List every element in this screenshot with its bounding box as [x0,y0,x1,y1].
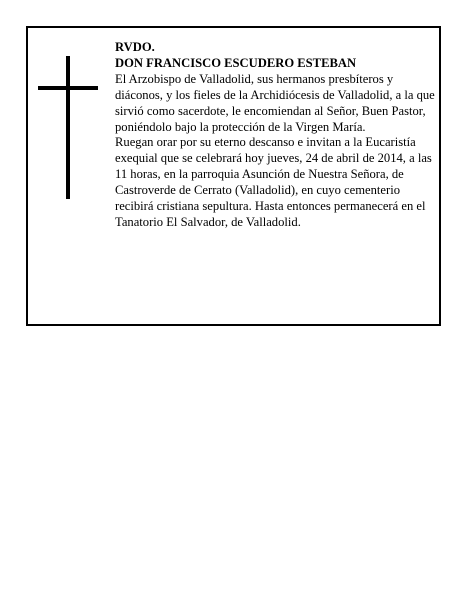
cross-vertical-bar [66,56,70,199]
deceased-name: DON FRANCISCO ESCUDERO ESTEBAN [115,55,357,70]
cross-icon [38,56,98,199]
obituary-text [115,40,437,231]
announcement-paragraph: El Arzobispo de Valladolid, sus hermanos presbíteros y diáconos, y los fieles de la Archidiócesis de Valladolid, a la que sirvió como sacerdote, le encomiendan al Señor, Buen Pastor, poniéndolo bajo la protección de la Virgen María. [115,71,435,134]
funeral-details-paragraph: Ruegan orar por su eterno descanso e invitan a la Eucaristía exequial que se celebrará hoy jueves, 24 de abril de 2014, a las 11 horas, en la parroquia Asunción de Nuestra Señora, de Castroverde de Cerrato (Valladolid), en cuyo cementerio recibirá cristiana sepultura. Hasta entonces permanecerá en el Tanatorio El Salvador, de Valladolid. [115,135,432,229]
cross-horizontal-bar [38,86,98,90]
title-honorific: RVDO. [115,40,155,54]
obituary-notice [26,26,441,326]
